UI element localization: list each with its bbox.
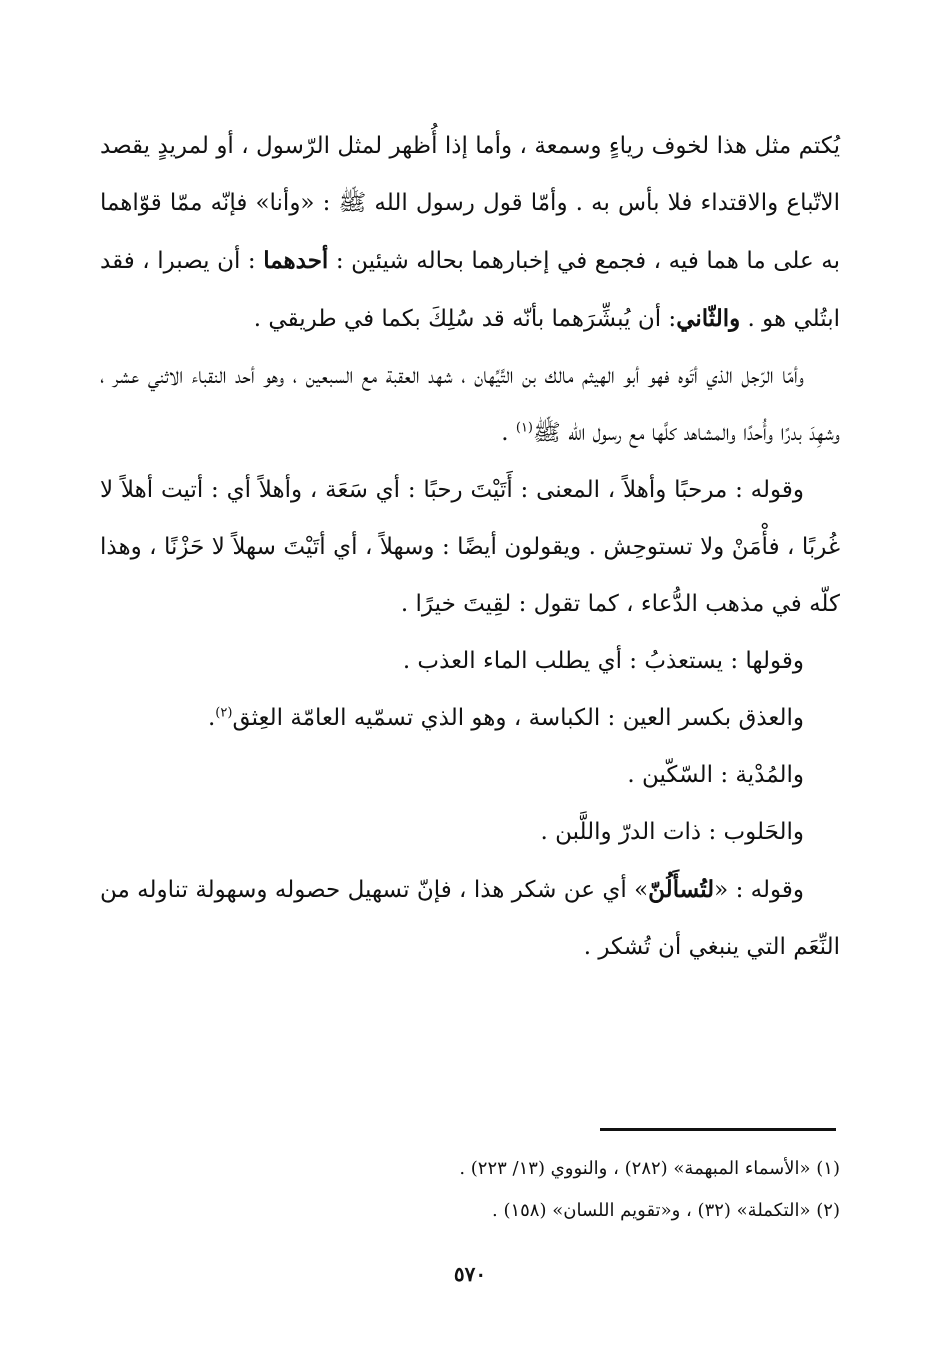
text-run: . — [207, 705, 216, 731]
paragraph-6 — [100, 747, 840, 804]
paragraph-4 — [100, 633, 840, 690]
footnote-divider — [600, 1128, 836, 1131]
paragraph-5 — [100, 690, 840, 747]
text-run: وقوله : مرحبًا وأهلاً ، المعنى : أَتَيْتَ رحبًا : أي سَعَة ، وأهلاً أي : أتيت أهلاً لا غُربًا ، فأْمَنْ ولا تستوحِش . ويقولون أيضًا : وسهلاً ، أي أتَيْتَ سهلاً لا حَزْنًا ، وهذا كلّه في مذهب الدُّعاء ، كما تقول : لقِيتَ خيرًا . — [100, 477, 840, 617]
bold-term: لتُسأَلُنّ — [648, 876, 715, 903]
bold-term: والثّاني — [676, 305, 741, 332]
footnote-1: (١) «الأسماء المبهمة» (٢٨٢) ، والنووي (١٣/ ٢٢٣) . — [459, 1158, 840, 1179]
text-run: . — [501, 420, 516, 446]
paragraph-2 — [100, 348, 840, 462]
text-run: والحَلوب : ذات الدرّ واللَّبن . — [540, 819, 804, 845]
text-run: والعذق بكسر العين : الكباسة ، وهو الذي تسمّيه العامّة العِثق — [232, 705, 804, 731]
bold-term: أحدهما — [263, 247, 329, 274]
text-run: : أن يصبرا ، فقد ابتُلي هو . — [100, 248, 840, 332]
footnote-2: (٢) «التكملة» (٣٢) ، و«تقويم اللسان» (١٥٨) . — [492, 1200, 840, 1221]
text-run: وقولها : يستعذبُ : أي يطلب الماء العذب . — [402, 648, 804, 674]
text-run: : أن يُبشِّرَهما بأنّه قد سُلِكَ بكما في طريقي . — [253, 306, 677, 332]
paragraph-7 — [100, 804, 840, 861]
main-text — [100, 118, 840, 976]
footnote-reference: (١) — [515, 420, 533, 436]
page-number: ٥٧٠ — [453, 1262, 487, 1286]
footnote-reference: (٢) — [215, 705, 233, 721]
paragraph-8 — [100, 861, 840, 976]
footnotes — [100, 1148, 840, 1232]
text-run: وأمّا الرّجل الذي أتَوه فهو أبو الهيثم مالك بن التَّيِّهان ، شهد العقبة مع السبعين ، وهو أحد النقباء الاثني عشر ، وشهِدَ بدرًا وأُحدًا والمشاهد كلَّها مع رسول الله ﷺ — [100, 363, 840, 446]
text-run: والمُدْية : السّكّين . — [627, 762, 804, 788]
paragraph-3 — [100, 462, 840, 633]
text-run: » أي عن شكر هذا ، فإنّ تسهيل حصوله وسهولة تناوله من النِّعَم التي ينبغي أن تُشكر . — [100, 877, 840, 960]
paragraph-1 — [100, 118, 840, 348]
text-run: وقوله : « — [714, 877, 805, 903]
text-run: يُكتم مثل هذا لخوف رياءٍ وسمعة ، وأما إذا أُظهر لمثل الرّسول ، أو لمريدٍ يقصد الاتّباع والاقتداء فلا بأس به . وأمّا قول رسول الله ﷺ : «وأنا» فإنّه ممّا قوّاهما به على ما هما فيه ، فجمع في إخبارهما بحاله شيئين : — [100, 133, 841, 274]
